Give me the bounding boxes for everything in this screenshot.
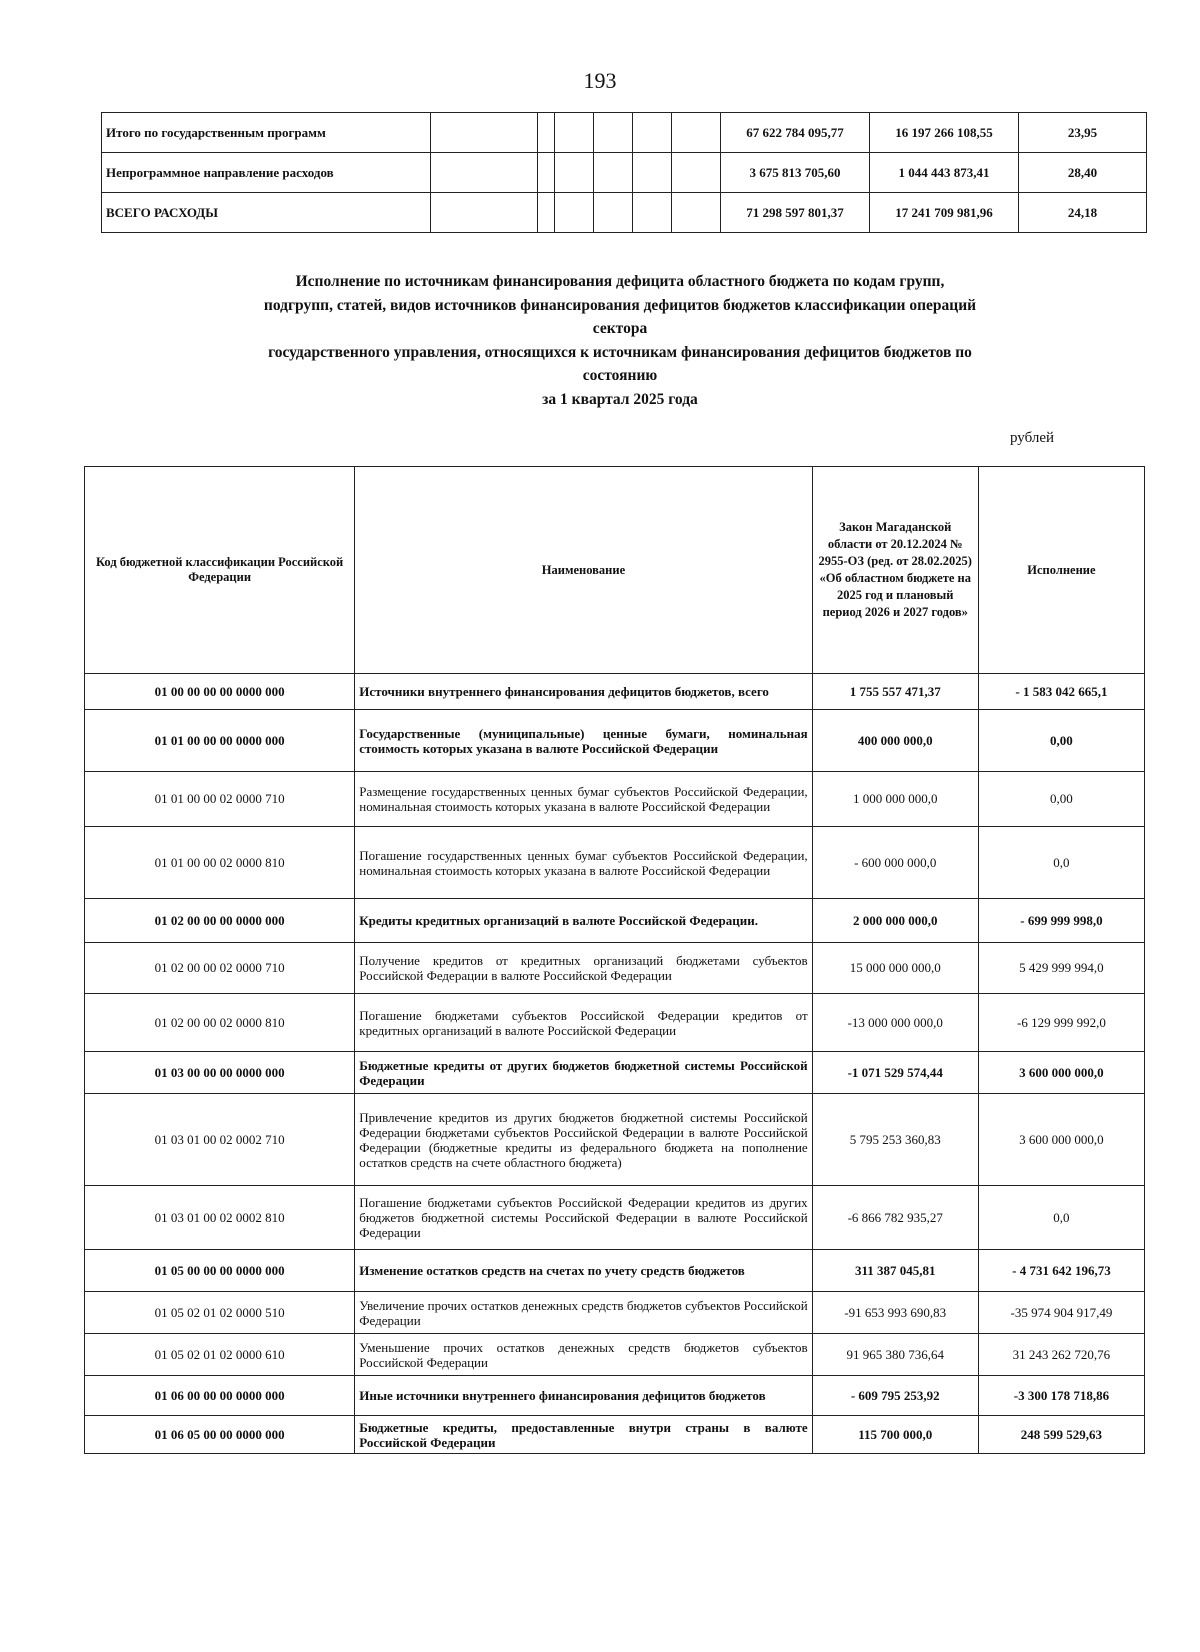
row-law-value: 1 755 557 471,37 [812, 674, 978, 710]
summary-label: Непрограммное направление расходов [102, 153, 431, 193]
row-execution-value: - 4 731 642 196,73 [978, 1250, 1144, 1292]
row-name: Бюджетные кредиты от других бюджетов бюджетной системы Российской Федерации [355, 1052, 812, 1094]
row-execution-value: -35 974 904 917,49 [978, 1292, 1144, 1334]
row-execution-value: 0,0 [978, 1186, 1144, 1250]
row-code: 01 03 00 00 00 0000 000 [85, 1052, 355, 1094]
row-name: Уменьшение прочих остатков денежных средств бюджетов субъектов Российской Федерации [355, 1334, 812, 1376]
row-code: 01 01 00 00 00 0000 000 [85, 710, 355, 772]
unit-label: рублей [1010, 430, 1055, 446]
table-row [85, 1376, 1145, 1416]
row-execution-value: -6 129 999 992,0 [978, 994, 1144, 1052]
row-name: Погашение бюджетами субъектов Российской Федерации кредитов от кредитных организаций в валюте Российской Федерации [355, 994, 812, 1052]
section-title-line: государственного управления, относящихся к источникам финансирования дефицитов бюджетов по [268, 343, 972, 361]
table-header-row [85, 467, 1145, 674]
table-row [85, 943, 1145, 994]
summary-label: ВСЕГО РАСХОДЫ [102, 193, 431, 233]
section-title [190, 270, 1050, 411]
row-law-value: 91 965 380 736,64 [812, 1334, 978, 1376]
row-law-value: 5 795 253 360,83 [812, 1094, 978, 1186]
summary-percent: 28,40 [1019, 153, 1147, 193]
row-execution-value: 0,00 [978, 710, 1144, 772]
summary-execution: 1 044 443 873,41 [870, 153, 1019, 193]
row-code: 01 05 02 01 02 0000 510 [85, 1292, 355, 1334]
summary-label: Итого по государственным программ [102, 113, 431, 153]
row-code: 01 02 00 00 00 0000 000 [85, 899, 355, 943]
row-law-value: 400 000 000,0 [812, 710, 978, 772]
header-execution: Исполнение [978, 467, 1144, 674]
header-name: Наименование [355, 467, 812, 674]
row-name: Получение кредитов от кредитных организаций бюджетами субъектов Российской Федерации в валюте Российской Федерации [355, 943, 812, 994]
row-execution-value: - 699 999 998,0 [978, 899, 1144, 943]
row-law-value: 311 387 045,81 [812, 1250, 978, 1292]
row-code: 01 05 00 00 00 0000 000 [85, 1250, 355, 1292]
row-name: Погашение государственных ценных бумаг субъектов Российской Федерации, номинальная стоимость которых указана в валюте Российской Федерации [355, 827, 812, 899]
header-law: Закон Магаданской области от 20.12.2024 № 2955-ОЗ (ред. от 28.02.2025) «Об областном бюджете на 2025 год и плановый период 2026 и 2027 годов» [812, 467, 978, 674]
page-number: 193 [583, 68, 617, 93]
row-execution-value: 3 600 000 000,0 [978, 1094, 1144, 1186]
row-name: Увеличение прочих остатков денежных средств бюджетов субъектов Российской Федерации [355, 1292, 812, 1334]
row-law-value: - 600 000 000,0 [812, 827, 978, 899]
row-execution-value: 0,00 [978, 772, 1144, 827]
row-code: 01 01 00 00 02 0000 810 [85, 827, 355, 899]
row-name: Бюджетные кредиты, предоставленные внутри страны в валюте Российской Федерации [355, 1416, 812, 1454]
row-code: 01 01 00 00 02 0000 710 [85, 772, 355, 827]
row-name: Размещение государственных ценных бумаг субъектов Российской Федерации, номинальная стоимость которых указана в валюте Российской Федерации [355, 772, 812, 827]
row-code: 01 03 01 00 02 0002 810 [85, 1186, 355, 1250]
row-execution-value: 3 600 000 000,0 [978, 1052, 1144, 1094]
table-row [85, 772, 1145, 827]
summary-plan: 67 622 784 095,77 [721, 113, 870, 153]
row-name: Кредиты кредитных организаций в валюте Российской Федерации. [355, 899, 812, 943]
row-name: Источники внутреннего финансирования дефицитов бюджетов, всего [355, 674, 812, 710]
section-title-line: за 1 квартал 2025 года [542, 390, 698, 408]
row-law-value: -91 653 993 690,83 [812, 1292, 978, 1334]
summary-plan: 71 298 597 801,37 [721, 193, 870, 233]
row-name: Государственные (муниципальные) ценные бумаги, номинальная стоимость которых указана в валюте Российской Федерации [355, 710, 812, 772]
row-execution-value: - 1 583 042 665,1 [978, 674, 1144, 710]
section-title-line: подгрупп, статей, видов источников финансирования дефицитов бюджетов классификации операций [263, 296, 977, 314]
row-execution-value: 31 243 262 720,76 [978, 1334, 1144, 1376]
row-law-value: -1 071 529 574,44 [812, 1052, 978, 1094]
table-row [102, 113, 1147, 153]
row-execution-value: 0,0 [978, 827, 1144, 899]
row-code: 01 02 00 00 02 0000 810 [85, 994, 355, 1052]
header-code: Код бюджетной классификации Российской Федерации [85, 467, 355, 674]
summary-percent: 24,18 [1019, 193, 1147, 233]
row-code: 01 06 05 00 00 0000 000 [85, 1416, 355, 1454]
sources-table-body [85, 674, 1145, 1454]
table-row [85, 1094, 1145, 1186]
row-law-value: 115 700 000,0 [812, 1416, 978, 1454]
summary-execution: 16 197 266 108,55 [870, 113, 1019, 153]
summary-execution: 17 241 709 981,96 [870, 193, 1019, 233]
row-name: Привлечение кредитов из других бюджетов бюджетной системы Российской Федерации бюджетами субъектов Российской Федерации в валюте Российской Федерации (бюджетные кредиты из федерального бюджета на пополнение остатков средств на счете областного бюджета) [355, 1094, 812, 1186]
row-code: 01 06 00 00 00 0000 000 [85, 1376, 355, 1416]
summary-table [101, 112, 1147, 233]
table-row [85, 899, 1145, 943]
table-row [85, 1250, 1145, 1292]
section-title-line: Исполнение по источникам финансирования дефицита областного бюджета по кодам групп, [295, 273, 945, 290]
row-law-value: -6 866 782 935,27 [812, 1186, 978, 1250]
row-execution-value: 248 599 529,63 [978, 1416, 1144, 1454]
table-row [85, 710, 1145, 772]
table-row [85, 1334, 1145, 1376]
row-law-value: 1 000 000 000,0 [812, 772, 978, 827]
table-row [85, 1186, 1145, 1250]
table-row [85, 994, 1145, 1052]
section-title-line: состоянию [582, 367, 658, 384]
table-row [85, 827, 1145, 899]
row-name: Изменение остатков средств на счетах по учету средств бюджетов [355, 1250, 812, 1292]
row-code: 01 03 01 00 02 0002 710 [85, 1094, 355, 1186]
row-law-value: -13 000 000 000,0 [812, 994, 978, 1052]
row-name: Иные источники внутреннего финансирования дефицитов бюджетов [355, 1376, 812, 1416]
table-row [85, 674, 1145, 710]
row-name: Погашение бюджетами субъектов Российской Федерации кредитов из других бюджетов бюджетной системы Российской Федерации в валюте Российской Федерации [355, 1186, 812, 1250]
row-law-value: 15 000 000 000,0 [812, 943, 978, 994]
row-code: 01 02 00 00 02 0000 710 [85, 943, 355, 994]
table-row [102, 153, 1147, 193]
section-title-line: сектора [592, 320, 648, 337]
row-execution-value: 5 429 999 994,0 [978, 943, 1144, 994]
row-law-value: - 609 795 253,92 [812, 1376, 978, 1416]
table-row [85, 1416, 1145, 1454]
row-execution-value: -3 300 178 718,86 [978, 1376, 1144, 1416]
summary-percent: 23,95 [1019, 113, 1147, 153]
table-row [85, 1052, 1145, 1094]
row-law-value: 2 000 000 000,0 [812, 899, 978, 943]
summary-plan: 3 675 813 705,60 [721, 153, 870, 193]
table-row [102, 193, 1147, 233]
sources-table [84, 466, 1145, 1454]
table-row [85, 1292, 1145, 1334]
row-code: 01 00 00 00 00 0000 000 [85, 674, 355, 710]
row-code: 01 05 02 01 02 0000 610 [85, 1334, 355, 1376]
